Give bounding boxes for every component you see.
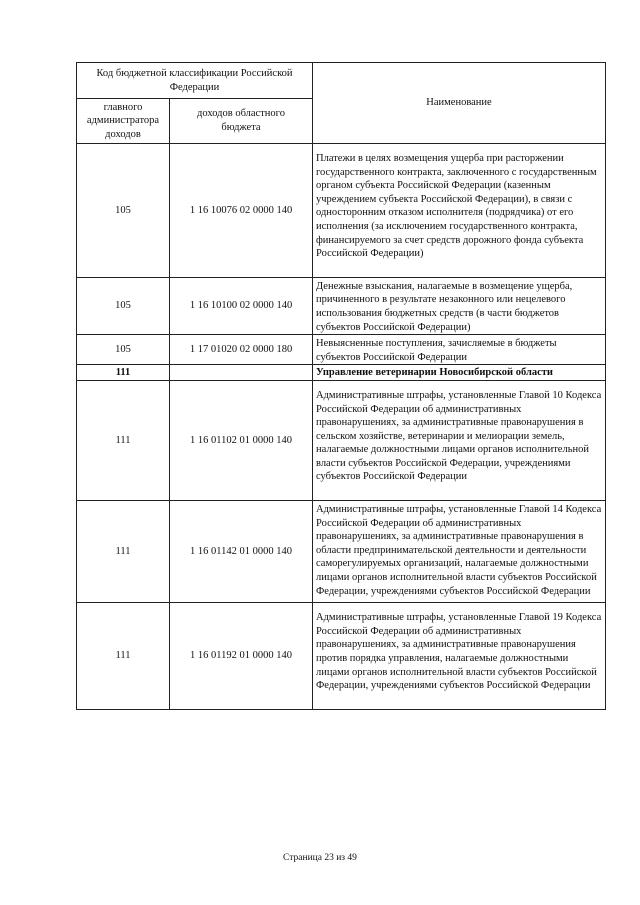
- income-code: 1 16 10100 02 0000 140: [170, 277, 313, 334]
- budget-classification-table: [76, 62, 606, 710]
- income-code: 1 16 01142 01 0000 140: [170, 501, 313, 603]
- table-row: [77, 501, 606, 603]
- header-row: [77, 63, 606, 99]
- income-name: Невыясненные поступления, зачисляемые в бюджеты субъектов Российской Федерации: [313, 335, 606, 365]
- table-row: [77, 144, 606, 278]
- header-name-label: Наименование: [313, 63, 606, 144]
- section-title: Управление ветеринарии Новосибирской области: [313, 365, 606, 381]
- income-name: Платежи в целях возмещения ущерба при расторжении государственного контракта, заключенного с государственным органом субъекта Российской Федерации (казенным учреждением субъекта Российской Федерации), в связи с односторонним отказом исполнителя (подрядчика) от его исполнения (за исключением государственного контракта, финансируемого за счет средств дорожного фонда субъекта Российской Федерации): [313, 144, 606, 278]
- income-name: Административные штрафы, установленные Главой 14 Кодекса Российской Федерации об административных правонарушениях, за административные правонарушения в области предпринимательской деятельности и деятельности саморегулируемых организаций, налагаемые должностными лицами органов исполнительной власти субъектов Российской Федерации, учреждениями субъектов Российской Федерации: [313, 501, 606, 603]
- page-number: Страница 23 из 49: [283, 853, 357, 863]
- header-group-label: Код бюджетной классификации Российской Федерации: [77, 63, 313, 99]
- table-row: [77, 603, 606, 710]
- table-row: [77, 277, 606, 334]
- admin-code: 105: [77, 335, 170, 365]
- income-code: 1 16 01192 01 0000 140: [170, 603, 313, 710]
- table-row: [77, 380, 606, 500]
- header-admin-label: главного администратора доходов: [77, 99, 170, 144]
- admin-code: 105: [77, 277, 170, 334]
- admin-code: 111: [77, 380, 170, 500]
- income-code: 1 17 01020 02 0000 180: [170, 335, 313, 365]
- section-income-code: [170, 365, 313, 381]
- section-admin-code: 111: [77, 365, 170, 381]
- income-name: Административные штрафы, установленные Главой 10 Кодекса Российской Федерации об административных правонарушениях, за административные правонарушения в сельском хозяйстве, ветеринарии и мелиорации земель, налагаемые должностными лицами органов исполнительной власти субъектов Российской Федерации, учреждениями субъектов Российской Федерации: [313, 380, 606, 500]
- income-code: 1 16 10076 02 0000 140: [170, 144, 313, 278]
- income-code: 1 16 01102 01 0000 140: [170, 380, 313, 500]
- section-row: [77, 365, 606, 381]
- table-row: [77, 335, 606, 365]
- admin-code: 111: [77, 603, 170, 710]
- header-income-label: доходов областного бюджета: [170, 99, 313, 144]
- admin-code: 111: [77, 501, 170, 603]
- income-name: Административные штрафы, установленные Главой 19 Кодекса Российской Федерации об административных правонарушениях, за административные правонарушения против порядка управления, налагаемые должностными лицами органов исполнительной власти субъектов Российской Федерации, учреждениями субъектов Российской Федерации: [313, 603, 606, 710]
- income-name: Денежные взыскания, налагаемые в возмещение ущерба, причиненного в результате незаконного или нецелевого использования бюджетных средств (в части бюджетов субъектов Российской Федерации): [313, 277, 606, 334]
- admin-code: 105: [77, 144, 170, 278]
